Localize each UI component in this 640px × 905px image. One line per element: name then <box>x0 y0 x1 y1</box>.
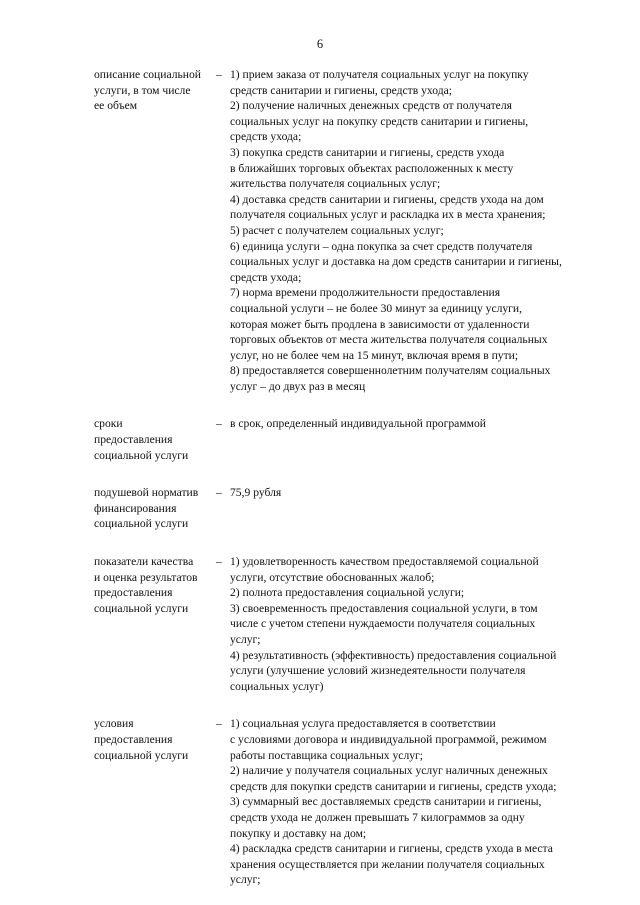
description-line: социальных услуг) <box>230 679 324 693</box>
description-line: средств санитарии и гигиены, средств ухода; <box>230 83 452 97</box>
section-dash: – <box>216 486 222 500</box>
description-line: 3) суммарный вес доставляемых средств санитарии и гигиены, <box>230 795 542 809</box>
term-line: финансирования <box>94 501 177 515</box>
term-line: социальной услуги <box>94 517 189 531</box>
section-gap <box>94 532 604 554</box>
description-line: средств для покупки средств санитарии и гигиены, средств ухода; <box>230 779 557 793</box>
section-gap <box>94 694 604 716</box>
description-line: 8) предоставляется совершеннолетним получателям социальных <box>230 364 551 378</box>
section-row <box>94 485 604 532</box>
description-line: 2) полнота предоставления социальной услуги; <box>230 586 465 600</box>
description-line: услуги, отсутствие обоснованных жалоб; <box>230 570 435 584</box>
description-line: 2) получение наличных денежных средств от получателя <box>230 99 512 113</box>
section-term <box>94 416 216 463</box>
term-line: услуги, в том числе <box>94 83 191 97</box>
section-term <box>94 554 216 694</box>
section-gap <box>94 394 604 416</box>
description-line: услуг, но не более чем на 15 минут, включая время в пути; <box>230 348 519 362</box>
description-line: 4) доставка средств санитарии и гигиены, средств ухода на дом <box>230 192 544 206</box>
description-line: с условиями договора и индивидуальной программой, режимом <box>230 732 547 746</box>
description-line: 3) своевременность предоставления социальной услуги, в том <box>230 601 538 615</box>
term-line: предоставления <box>94 732 173 746</box>
description-line: 2) наличие у получателя социальных услуг наличных денежных <box>230 764 548 778</box>
description-line: числе с учетом степени нуждаемости получателя социальных <box>230 617 536 631</box>
section-description <box>230 67 604 394</box>
description-line: социальных услуг и доставка на дом средств санитарии и гигиены, <box>230 255 562 269</box>
term-line: описание социальной <box>94 68 201 81</box>
section-row <box>94 716 604 888</box>
section-dash: – <box>216 417 222 431</box>
section-description <box>230 416 604 463</box>
description-line: которая может быть продлена в зависимости от удаленности <box>230 317 530 331</box>
description-line: получателя социальных услуг и раскладка их в места хранения; <box>230 208 546 222</box>
description-line: работы поставщика социальных услуг; <box>230 748 424 762</box>
description-line: 4) результативность (эффективность) предоставления социальной <box>230 648 557 662</box>
term-line: предоставления <box>94 586 173 600</box>
description-line: услуги (улучшение условий жизнедеятельности получателя <box>230 664 526 678</box>
section-description <box>230 485 604 532</box>
description-line: средств ухода; <box>230 130 302 144</box>
section-description <box>230 554 604 694</box>
description-line: 1) социальная услуга предоставляется в соответствии <box>230 717 496 731</box>
section-row <box>94 416 604 463</box>
section-term <box>94 67 216 394</box>
term-line: и оценка результатов <box>94 570 198 584</box>
section-dash: – <box>216 68 222 81</box>
section-description <box>230 716 604 888</box>
description-line: социальной услуги – не более 30 минут за единицу услуги, <box>230 301 523 315</box>
term-line: социальной услуги <box>94 748 189 762</box>
term-line: ее объем <box>94 99 138 113</box>
description-line: 1) прием заказа от получателя социальных услуг на покупку <box>230 68 529 81</box>
description-line: хранения осуществляется при желании получателя социальных <box>230 857 545 871</box>
description-line: торговых объектов от места жительства получателя социальных <box>230 333 548 347</box>
section-gap <box>94 463 604 485</box>
description-line: 4) раскладка средств санитарии и гигиены, средств ухода в места <box>230 842 553 856</box>
term-line: сроки <box>94 417 123 431</box>
page-number: 6 <box>316 37 324 51</box>
section-dash: – <box>216 555 222 569</box>
description-line: средств ухода; <box>230 270 302 284</box>
description-line: 75,9 рубля <box>230 486 282 500</box>
description-line: жительства получателя социальных услуг; <box>230 177 441 191</box>
description-line: услуг – до двух раз в месяц <box>230 379 366 393</box>
section-row <box>94 554 604 694</box>
section-term <box>94 485 216 532</box>
section-dash: – <box>216 717 222 731</box>
term-line: показатели качества <box>94 555 194 569</box>
description-line: услуг; <box>230 633 261 646</box>
description-line: 6) единица услуги – одна покупка за счет средств получателя <box>230 239 533 253</box>
document-body <box>94 67 604 888</box>
term-line: подушевой норматив <box>94 486 199 500</box>
term-line: предоставления <box>94 433 173 447</box>
term-line: социальной услуги <box>94 448 189 462</box>
term-line: социальной услуги <box>94 601 189 615</box>
section-row <box>94 67 604 394</box>
description-line: 7) норма времени продолжительности предоставления <box>230 286 501 300</box>
description-line: социальных услуг на покупку средств санитарии и гигиены, <box>230 114 529 128</box>
description-line: средств ухода не должен превышать 7 килограммов за одну <box>230 810 525 824</box>
description-line: покупку и доставку на дом; <box>230 826 367 840</box>
description-line: в срок, определенный индивидуальной программой <box>230 417 486 431</box>
section-term <box>94 716 216 888</box>
description-line: 1) удовлетворенность качеством предоставляемой социальной <box>230 555 539 569</box>
description-line: услуг; <box>230 873 261 887</box>
term-line: условия <box>94 717 134 731</box>
description-line: 5) расчет с получателем социальных услуг; <box>230 223 444 237</box>
description-line: 3) покупка средств санитарии и гигиены, средств ухода <box>230 145 505 159</box>
description-line: в ближайших торговых объектах расположенных к месту <box>230 161 514 175</box>
